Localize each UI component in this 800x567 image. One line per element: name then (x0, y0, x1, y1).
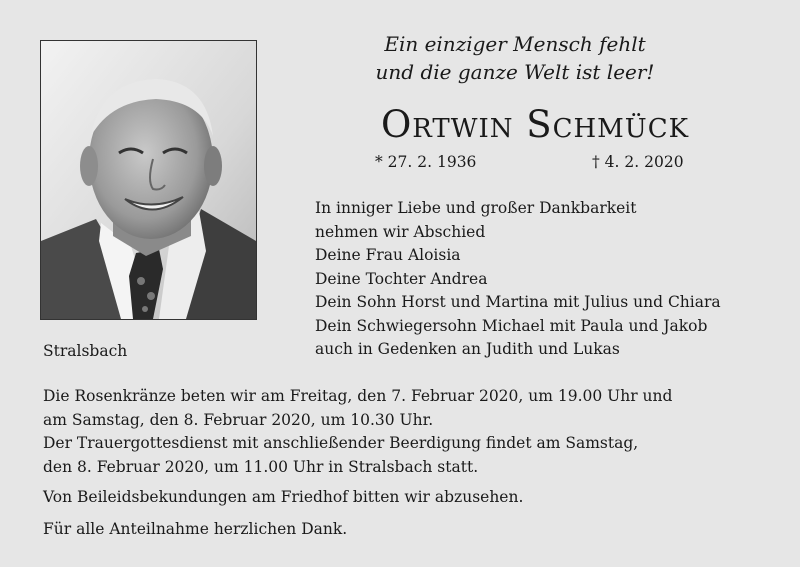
mourners-list (315, 197, 721, 362)
birth-date: * 27. 2. 1936 (375, 153, 477, 171)
mourner-line: Dein Schwiegersohn Michael mit Paula und Jakob (315, 316, 708, 335)
death-date: † 4. 2. 2020 (592, 153, 684, 171)
thanks-note: Für alle Anteilnahme herzlichen Dank. (43, 519, 348, 538)
mourner-line: auch in Gedenken an Judith und Lukas (315, 340, 620, 358)
condolences-note: Von Beileidsbekundungen am Friedhof bitten wir abzusehen. (43, 488, 524, 506)
service-info-line: Der Trauergottesdienst mit anschließender Beerdigung findet am Samstag, (43, 434, 639, 452)
mourner-line: In inniger Liebe und großer Dankbarkeit (315, 199, 637, 217)
deceased-name: Ortwin Schmück (380, 103, 690, 146)
mourner-line: Dein Sohn Horst und Martina mit Julius und Chiara (315, 293, 721, 311)
place-name: Stralsbach (43, 342, 128, 360)
service-info-line: den 8. Februar 2020, um 11.00 Uhr in Stralsbach statt. (43, 457, 479, 476)
rosary-info-line: am Samstag, den 8. Februar 2020, um 10.30 Uhr. (43, 410, 434, 429)
motto-line: Ein einziger Mensch fehlt (384, 32, 646, 56)
rosary-info-line: Die Rosenkränze beten wir am Freitag, den 7. Februar 2020, um 19.00 Uhr und (43, 387, 673, 405)
motto (300, 30, 730, 86)
portrait-illustration (41, 41, 256, 319)
mourner-line: Deine Tochter Andrea (315, 269, 488, 288)
mourner-line: nehmen wir Abschied (315, 222, 486, 241)
mourner-line: Deine Frau Aloisia (315, 246, 461, 264)
portrait-photo (40, 40, 257, 320)
motto-line: und die ganze Welt ist leer! (375, 60, 655, 84)
service-info (43, 385, 773, 541)
